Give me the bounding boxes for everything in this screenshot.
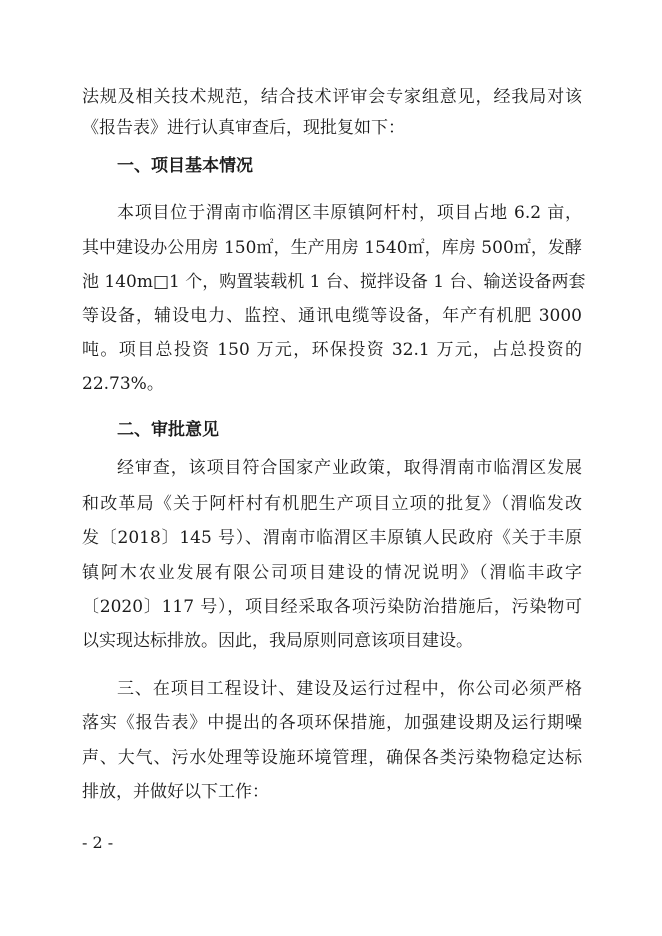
paragraph-line: 发〔2018〕145 号）、渭南市临渭区丰原镇人民政府《关于丰原 <box>82 528 582 548</box>
paragraph-line: 经审查，该项目符合国家产业政策，取得渭南市临渭区发展 <box>117 458 582 478</box>
section-heading: 二、审批意见 <box>117 420 219 440</box>
paragraph-line: 落实《报告表》中提出的各项环保措施，加强建设期及运行期噪 <box>82 713 582 733</box>
paragraph-line: 22.73%。 <box>82 374 164 394</box>
paragraph-line: 其中建设办公用房 150㎡，生产用房 1540㎡，库房 500㎡，发酵 <box>82 238 582 258</box>
paragraph-line: 镇阿木农业发展有限公司项目建设的情况说明》（渭临丰政字 <box>82 563 582 583</box>
paragraph-line: 〔2020〕117 号），项目经采取各项污染防治措施后，污染物可 <box>82 597 582 617</box>
paragraph-line: 法规及相关技术规范，结合技术评审会专家组意见，经我局对该 <box>82 87 582 107</box>
paragraph-line: 池 140m□1 个，购置装载机 1 台、搅拌设备 1 台、输送设备两套 <box>82 272 586 292</box>
paragraph-line: 和改革局《关于阿杆村有机肥生产项目立项的批复》（渭临发改 <box>82 494 582 514</box>
paragraph-line: 《报告表》进行认真审查后，现批复如下： <box>82 118 405 138</box>
paragraph-line: 声、大气、污水处理等设施环境管理，确保各类污染物稳定达标 <box>82 748 582 768</box>
section-heading: 一、项目基本情况 <box>117 156 253 176</box>
paragraph-line: 等设备，辅设电力、监控、通讯电缆等设备，年产有机肥 3000 <box>82 306 582 326</box>
paragraph-line: 排放，并做好以下工作： <box>82 782 269 802</box>
paragraph-line: 吨。项目总投资 150 万元，环保投资 32.1 万元，占总投资的 <box>82 340 582 360</box>
paragraph-line: 本项目位于渭南市临渭区丰原镇阿杆村，项目占地 6.2 亩， <box>117 203 582 223</box>
paragraph-line: 以实现达标排放。因此，我局原则同意该项目建设。 <box>82 631 473 651</box>
page-number: - 2 - <box>82 833 114 852</box>
paragraph-line: 三、在项目工程设计、建设及运行过程中，你公司必须严格 <box>117 679 582 699</box>
